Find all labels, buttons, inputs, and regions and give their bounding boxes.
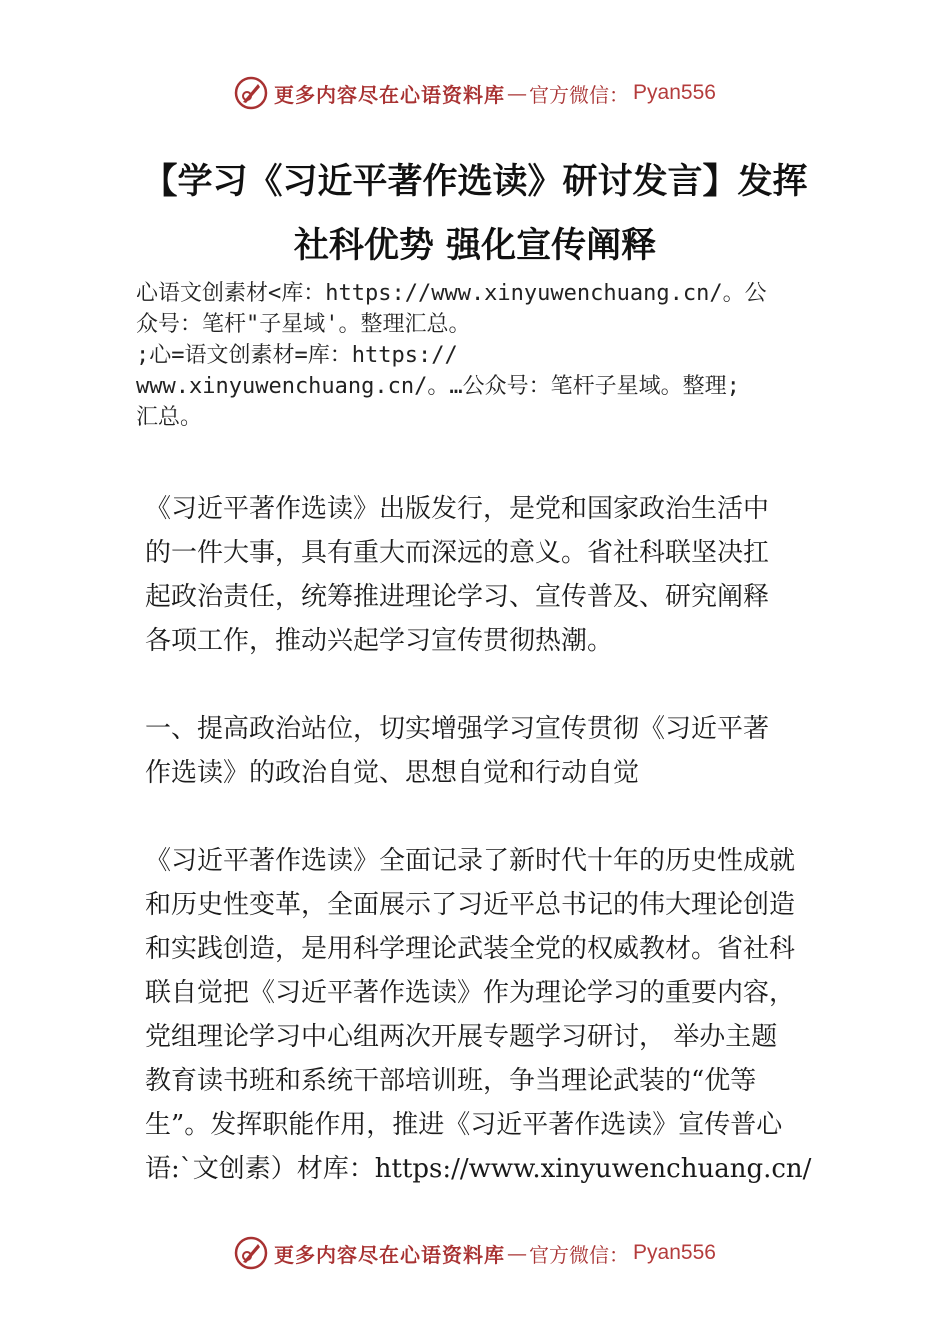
watermark-line: 汇总。 [136, 405, 203, 430]
footer-banner [0, 1233, 950, 1273]
paragraph-line: 和实践创造，是用科学理论武装全党的权威教材。省社科 [145, 934, 796, 964]
intro-paragraph [145, 487, 835, 663]
quill-logo-icon [234, 76, 268, 110]
heading-line: 一、提高政治站位，切实增强学习宣传贯彻《习近平著 [145, 714, 770, 744]
official-wechat-label: 官方微信： [529, 82, 630, 107]
separator-dash: — [507, 1241, 528, 1265]
quill-logo-icon [234, 1236, 268, 1270]
header-banner [0, 73, 950, 113]
separator-dash: — [507, 81, 528, 105]
official-wechat-label: 官方微信： [529, 1242, 630, 1267]
paragraph-line: 《习近平著作选读》全面记录了新时代十年的历史性成就 [145, 846, 796, 876]
paragraph-line: 和历史性变革，全面展示了习近平总书记的伟大理论创造 [145, 890, 796, 920]
document-title [60, 150, 890, 278]
paragraph-line: 各项工作，推动兴起学习宣传贯彻热潮。 [145, 626, 614, 656]
paragraph-line: 生”。发挥职能作用，推进《习近平著作选读》宣传普心 [145, 1110, 783, 1140]
watermark-line: 心语文创素材<库：https://www.xinyuwenchuang.cn/。公 [136, 281, 767, 306]
section-heading-1 [145, 707, 835, 795]
section-1-paragraph [145, 839, 835, 1191]
watermark-line: 众号：笔杆"子星域'。整理汇总。 [136, 312, 471, 337]
promo-text: 更多内容尽在心语资料库 [274, 1242, 506, 1267]
heading-line: 作选读》的政治自觉、思想自觉和行动自觉 [145, 758, 640, 788]
wechat-id: Pyan556 [633, 1241, 716, 1264]
watermark-line: www.xinyuwenchuang.cn/。…公众号：笔杆子星域。整理; [136, 374, 740, 399]
wechat-id: Pyan556 [633, 81, 716, 104]
paragraph-line: 的一件大事，具有重大而深远的意义。省社科联坚决扛 [145, 538, 770, 568]
paragraph-line: 语:`文创素）材库：https://www.xinyuwenchuang.cn/ [145, 1154, 812, 1184]
promo-text: 更多内容尽在心语资料库 [274, 82, 506, 107]
title-line: 【学习《习近平著作选读》研讨发言】发挥 [142, 162, 808, 202]
paragraph-line: 《习近平著作选读》出版发行，是党和国家政治生活中 [145, 494, 770, 524]
source-watermark-text [136, 278, 836, 433]
title-line: 社科优势 强化宣传阐释 [293, 226, 657, 266]
paragraph-line: 党组理论学习中心组两次开展专题学习研讨， 举办主题 [145, 1022, 778, 1052]
watermark-line: ;心=语文创素材=库：https:// [136, 343, 458, 368]
paragraph-line: 联自觉把《习近平著作选读》作为理论学习的重要内容， [145, 978, 796, 1008]
paragraph-line: 教育读书班和系统干部培训班，争当理论武装的“优等 [145, 1066, 757, 1096]
paragraph-line: 起政治责任，统筹推进理论学习、宣传普及、研究阐释 [145, 582, 770, 612]
